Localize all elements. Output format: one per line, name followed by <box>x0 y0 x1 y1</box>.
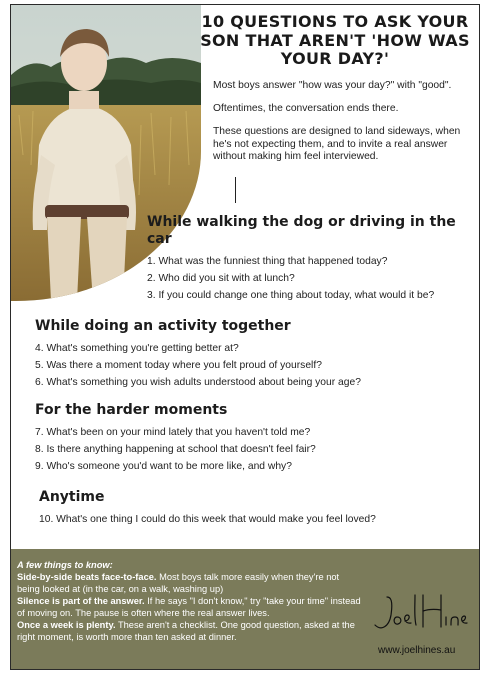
question-item: 8. Is there anything happening at school that doesn't feel fair? <box>35 444 316 455</box>
tips-heading: A few things to know: <box>17 560 113 570</box>
section-heading: While doing an activity together <box>35 318 291 334</box>
section-activity <box>35 318 475 392</box>
tip-lead: Once a week is plenty. <box>17 620 116 630</box>
section-anytime <box>39 489 475 529</box>
tips-text <box>17 559 362 643</box>
question-item: 1. What was the funniest thing that happened today? <box>147 256 388 267</box>
tip-item <box>17 571 362 595</box>
tip-item <box>17 619 362 643</box>
tip-body: These aren't a checklist. One good question, asked at the right moment, is worth more than ten asked at dinner. <box>17 620 355 642</box>
section-harder-moments <box>35 402 475 476</box>
tip-body: Most boys talk more easily when they're not being looked at (in the car, on a walk, washing up) <box>17 572 340 594</box>
section-heading: While walking the dog or driving in the car <box>147 214 456 247</box>
intro-paragraph: Most boys answer "how was your day?" with "good". <box>213 80 452 91</box>
website-link[interactable]: www.joelhines.au <box>378 645 456 656</box>
question-item: 9. Who's someone you'd want to be more like, and why? <box>35 461 292 472</box>
question-list <box>35 341 475 391</box>
section-heading: For the harder moments <box>35 402 228 418</box>
section-walking-driving <box>147 214 477 305</box>
intro-paragraph: These questions are designed to land sideways, when he's not expecting them, and to invite a real answer without making him feel interviewed. <box>213 126 461 162</box>
joel-hines-signature <box>371 591 469 635</box>
question-item: 4. What's something you're getting better at? <box>35 343 239 354</box>
question-item: 6. What's something you wish adults understood about being your age? <box>35 377 361 388</box>
question-list <box>147 254 477 304</box>
page-title: 10 QUESTIONS TO ASK YOUR SON THAT AREN'T 'HOW WAS YOUR DAY?' <box>200 12 470 68</box>
question-item: 10. What's one thing I could do this week that would make you feel loved? <box>39 514 376 525</box>
tip-body: If he says "I don't know," try "take your time" instead of moving on. The pause is often where the real answer lives. <box>17 596 361 618</box>
question-list <box>39 512 475 528</box>
question-list <box>35 425 475 475</box>
intro-text <box>213 80 475 174</box>
question-item: 7. What's been on your mind lately that you haven't told me? <box>35 427 311 438</box>
section-heading: Anytime <box>39 489 105 505</box>
tip-lead: Silence is part of the answer. <box>17 596 145 606</box>
question-item: 2. Who did you sit with at lunch? <box>147 273 295 284</box>
tip-item <box>17 595 362 619</box>
tips-footer <box>11 549 479 669</box>
tip-lead: Side-by-side beats face-to-face. <box>17 572 157 582</box>
question-item: 5. Was there a moment today where you felt proud of yourself? <box>35 360 322 371</box>
intro-paragraph: Oftentimes, the conversation ends there. <box>213 103 399 114</box>
text-cursor <box>235 177 236 203</box>
question-item: 3. If you could change one thing about today, what would it be? <box>147 290 435 301</box>
worksheet-page <box>10 4 480 670</box>
